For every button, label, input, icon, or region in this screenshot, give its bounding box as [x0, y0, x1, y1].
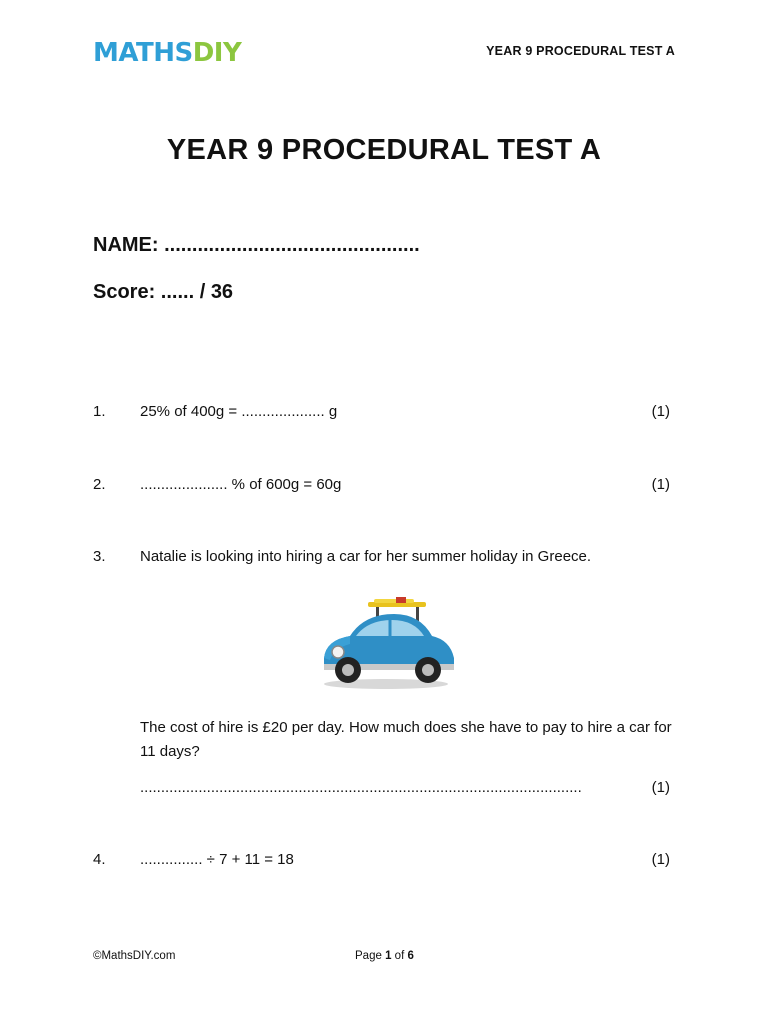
page-total: 6: [407, 950, 414, 962]
name-field-line: NAME: ..............................................: [93, 234, 420, 256]
footer-page-number: [355, 950, 414, 962]
question-mark: (1): [651, 851, 670, 868]
question-3-subtext: The cost of hire is £20 per day. How much does she have to pay to hire a car for 11 days?: [140, 719, 672, 760]
page-prefix: Page: [355, 950, 382, 962]
logo-maths-text: MATHS: [93, 38, 193, 68]
page-of: of: [394, 950, 405, 962]
question-number: 4.: [93, 851, 106, 868]
logo-diy-text: DIY: [192, 38, 242, 68]
question-number: 2.: [93, 476, 106, 493]
question-number: 1.: [93, 403, 106, 420]
answer-line: ..........................................................................................................: [140, 779, 582, 796]
car-image: [316, 596, 458, 692]
question-mark: (1): [651, 779, 670, 796]
footer-copyright: ©MathsDIY.com: [93, 950, 176, 962]
page-current: 1: [385, 950, 392, 962]
question-text: ..................... % of 600g = 60g: [140, 476, 342, 493]
score-field-line: Score: ...... / 36: [93, 281, 234, 303]
page-title: YEAR 9 PROCEDURAL TEST A: [166, 134, 602, 166]
question-number: 3.: [93, 548, 106, 565]
header-test-title: YEAR 9 PROCEDURAL TEST A: [486, 44, 675, 58]
question-mark: (1): [651, 476, 670, 493]
question-text: Natalie is looking into hiring a car for her summer holiday in Greece.: [140, 548, 592, 565]
mathsdiy-logo: [93, 38, 241, 68]
question-text: ............... ÷ 7 + 11 = 18: [140, 851, 294, 868]
question-text: 25% of 400g = .................... g: [140, 403, 338, 420]
question-mark: (1): [651, 403, 670, 420]
